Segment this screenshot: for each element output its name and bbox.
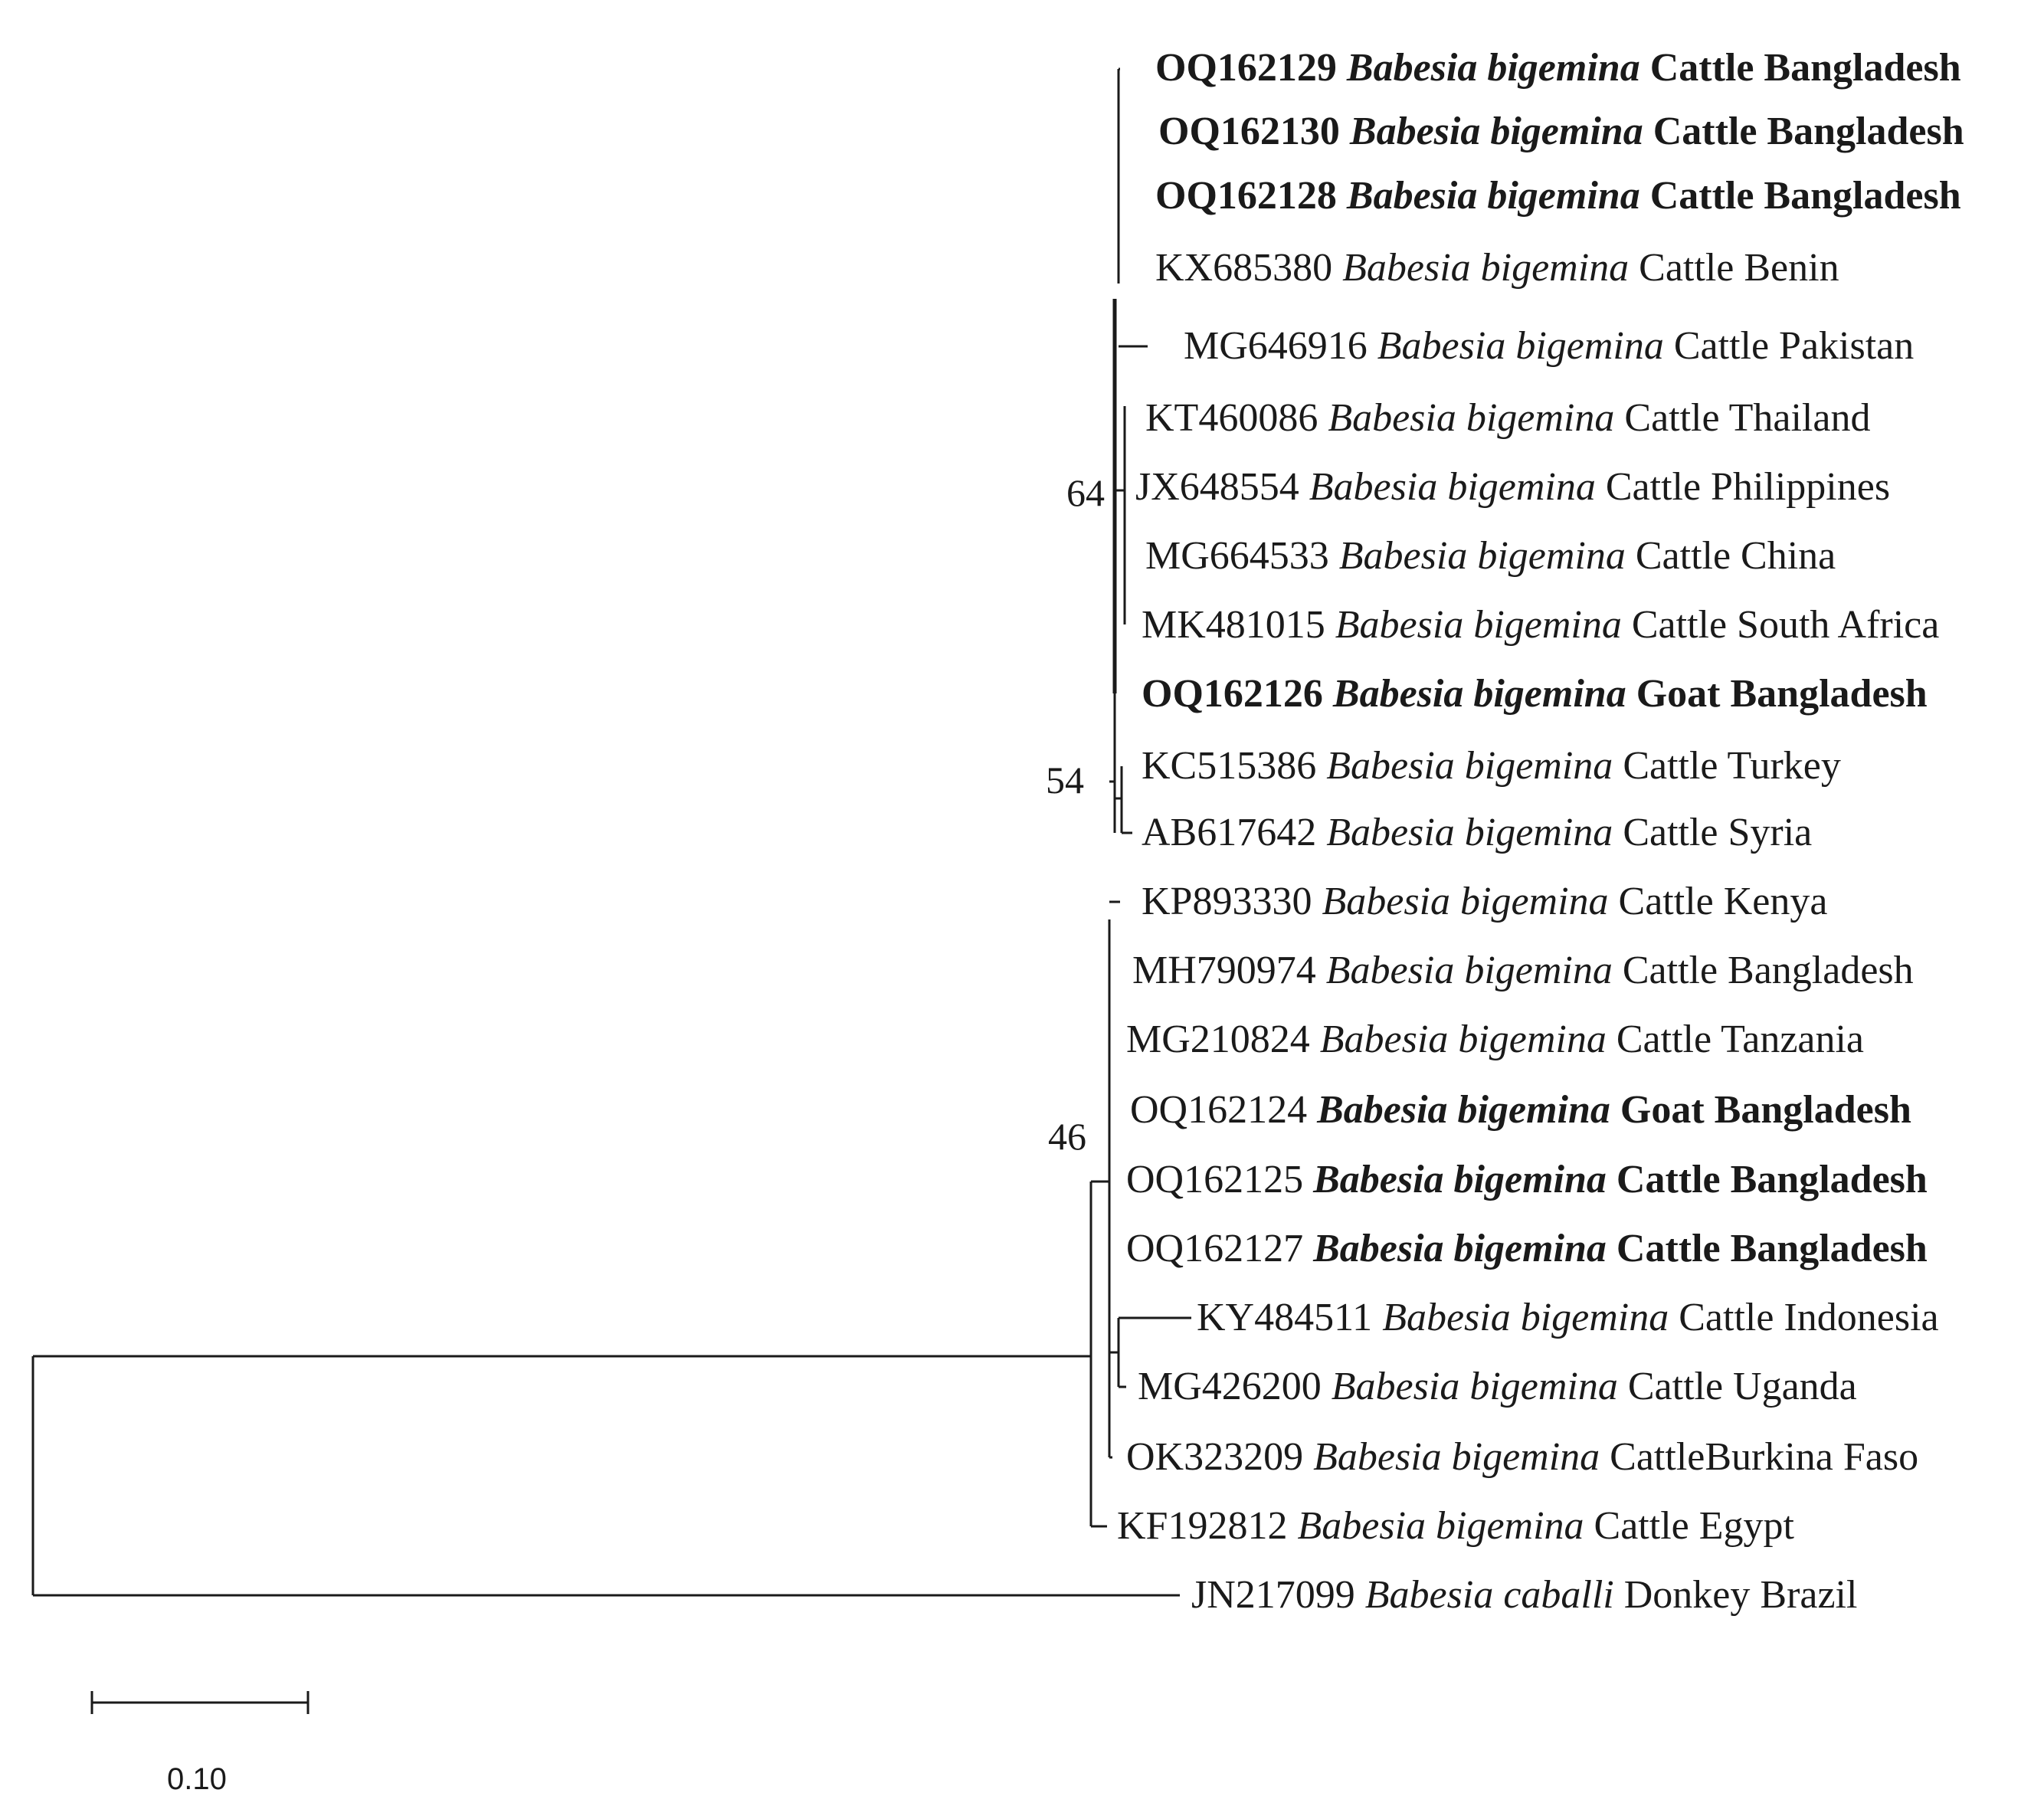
taxon-species: Babesia bigemina xyxy=(1313,1435,1600,1479)
taxon-species: Babesia bigemina xyxy=(1342,246,1630,290)
taxon-accession: MG646916 xyxy=(1184,324,1368,368)
taxon-accession: KF192812 xyxy=(1117,1504,1288,1548)
taxon-accession: OQ162125 xyxy=(1126,1158,1304,1201)
taxon-label-oq162124 xyxy=(1130,1088,1911,1132)
taxon-label-oq162128 xyxy=(1155,174,1961,218)
taxon-host-country: Cattle Bangladesh xyxy=(1649,174,1961,218)
taxon-host-country: Cattle Bangladesh xyxy=(1622,949,1914,992)
taxon-accession: OQ162127 xyxy=(1126,1227,1304,1270)
taxon-species: Babesia bigemina xyxy=(1346,46,1640,90)
taxon-accession: OQ162130 xyxy=(1158,110,1340,153)
taxon-species: Babesia bigemina xyxy=(1309,465,1596,509)
taxon-host-country: Cattle Thailand xyxy=(1624,396,1871,440)
taxon-species: Babesia bigemina xyxy=(1317,1088,1610,1132)
taxon-host-country: Cattle Bangladesh xyxy=(1653,110,1964,153)
taxon-host-country: Cattle Turkey xyxy=(1623,744,1841,788)
taxon-accession: JN217099 xyxy=(1191,1573,1355,1617)
taxon-species: Babesia bigemina xyxy=(1313,1158,1607,1201)
taxon-species: Babesia bigemina xyxy=(1326,744,1613,788)
taxon-host-country: Cattle Bangladesh xyxy=(1649,46,1961,90)
taxon-accession: KY484511 xyxy=(1197,1296,1373,1339)
taxon-accession: JX648554 xyxy=(1135,465,1299,509)
taxon-label-kf192812 xyxy=(1117,1504,1794,1548)
taxon-host-country: Cattle Philippines xyxy=(1605,465,1891,509)
taxon-label-mh790974 xyxy=(1132,949,1914,992)
taxon-label-kt460086 xyxy=(1145,396,1870,440)
taxon-host-country: Cattle Indonesia xyxy=(1679,1296,1939,1339)
taxon-species: Babesia bigemina xyxy=(1338,534,1626,578)
taxon-species: Babesia caballi xyxy=(1364,1573,1614,1617)
bootstrap-labels xyxy=(1046,471,1105,1158)
taxon-species: Babesia bigemina xyxy=(1382,1296,1669,1339)
taxon-label-oq162126 xyxy=(1142,672,1928,716)
taxon-label-oq162127 xyxy=(1126,1227,1928,1270)
taxon-label-jx648554 xyxy=(1135,465,1890,509)
scale-bar-line xyxy=(92,1691,308,1714)
taxon-label-kx685380 xyxy=(1155,246,1839,290)
taxon-host-country: CattleBurkina Faso xyxy=(1610,1435,1919,1479)
taxon-accession: MG664533 xyxy=(1145,534,1329,578)
taxon-accession: OQ162126 xyxy=(1142,672,1323,716)
taxon-label-mg664533 xyxy=(1145,534,1836,578)
taxon-label-ok323209 xyxy=(1126,1435,1918,1479)
taxon-host-country: Cattle Syria xyxy=(1623,811,1813,854)
taxon-species: Babesia bigemina xyxy=(1325,949,1613,992)
taxon-accession: OQ162128 xyxy=(1155,174,1337,218)
taxon-label-ab617642 xyxy=(1142,811,1812,854)
taxon-label-kp893330 xyxy=(1142,880,1827,923)
taxon-species: Babesia bigemina xyxy=(1331,1365,1618,1408)
taxon-host-country: Cattle Bangladesh xyxy=(1616,1158,1928,1201)
taxon-host-country: Cattle South Africa xyxy=(1631,603,1940,647)
taxon-host-country: Cattle Uganda xyxy=(1627,1365,1857,1408)
taxon-accession: KP893330 xyxy=(1142,880,1312,923)
taxon-host-country: Donkey Brazil xyxy=(1623,1573,1858,1617)
scale-bar-label: 0.10 xyxy=(167,1762,227,1796)
taxon-accession: MG210824 xyxy=(1126,1018,1310,1061)
taxon-host-country: Cattle Bangladesh xyxy=(1616,1227,1928,1270)
taxon-labels xyxy=(1117,46,1964,1617)
taxon-label-mg646916 xyxy=(1184,324,1914,368)
taxon-species: Babesia bigemina xyxy=(1297,1504,1584,1548)
taxon-label-oq162130 xyxy=(1158,110,1964,153)
taxon-label-mk481015 xyxy=(1142,603,1939,647)
taxon-species: Babesia bigemina xyxy=(1326,811,1613,854)
taxon-accession: KT460086 xyxy=(1145,396,1318,440)
taxon-host-country: Cattle Kenya xyxy=(1618,880,1828,923)
taxon-species: Babesia bigemina xyxy=(1313,1227,1607,1270)
taxon-accession: AB617642 xyxy=(1142,811,1317,854)
bootstrap-value-46: 46 xyxy=(1048,1115,1086,1158)
taxon-accession: OQ162129 xyxy=(1155,46,1337,90)
taxon-accession: MG426200 xyxy=(1138,1365,1322,1408)
taxon-label-oq162125 xyxy=(1126,1158,1928,1201)
taxon-species: Babesia bigemina xyxy=(1377,324,1664,368)
taxon-label-oq162129 xyxy=(1155,46,1961,90)
taxon-host-country: Cattle Benin xyxy=(1639,246,1839,290)
taxon-species: Babesia bigemina xyxy=(1346,174,1640,218)
taxon-label-jn217099 xyxy=(1191,1573,1857,1617)
taxon-accession: OQ162124 xyxy=(1130,1088,1308,1132)
taxon-host-country: Cattle Tanzania xyxy=(1616,1018,1865,1061)
taxon-accession: MH790974 xyxy=(1132,949,1316,992)
taxon-label-ky484511 xyxy=(1197,1296,1939,1339)
taxon-host-country: Cattle China xyxy=(1635,534,1836,578)
taxon-species: Babesia bigemina xyxy=(1349,110,1643,153)
taxon-accession: KX685380 xyxy=(1155,246,1333,290)
taxon-label-mg210824 xyxy=(1126,1018,1864,1061)
taxon-host-country: Cattle Pakistan xyxy=(1673,324,1915,368)
taxon-species: Babesia bigemina xyxy=(1319,1018,1607,1061)
taxon-host-country: Cattle Egypt xyxy=(1594,1504,1794,1548)
taxon-label-kc515386 xyxy=(1142,744,1841,788)
taxon-accession: OK323209 xyxy=(1126,1435,1304,1479)
taxon-species: Babesia bigemina xyxy=(1322,880,1609,923)
scale-bar xyxy=(92,1691,308,1796)
taxon-host-country: Goat Bangladesh xyxy=(1636,672,1928,716)
taxon-species: Babesia bigemina xyxy=(1328,396,1615,440)
taxon-species: Babesia bigemina xyxy=(1335,603,1622,647)
bootstrap-value-64: 64 xyxy=(1066,471,1105,514)
taxon-label-mg426200 xyxy=(1138,1365,1857,1408)
bootstrap-value-54: 54 xyxy=(1046,759,1084,801)
tree-branches xyxy=(33,69,1191,1595)
taxon-accession: MK481015 xyxy=(1142,603,1325,647)
taxon-species: Babesia bigemina xyxy=(1332,672,1626,716)
taxon-accession: KC515386 xyxy=(1142,744,1317,788)
taxon-host-country: Goat Bangladesh xyxy=(1620,1088,1911,1132)
